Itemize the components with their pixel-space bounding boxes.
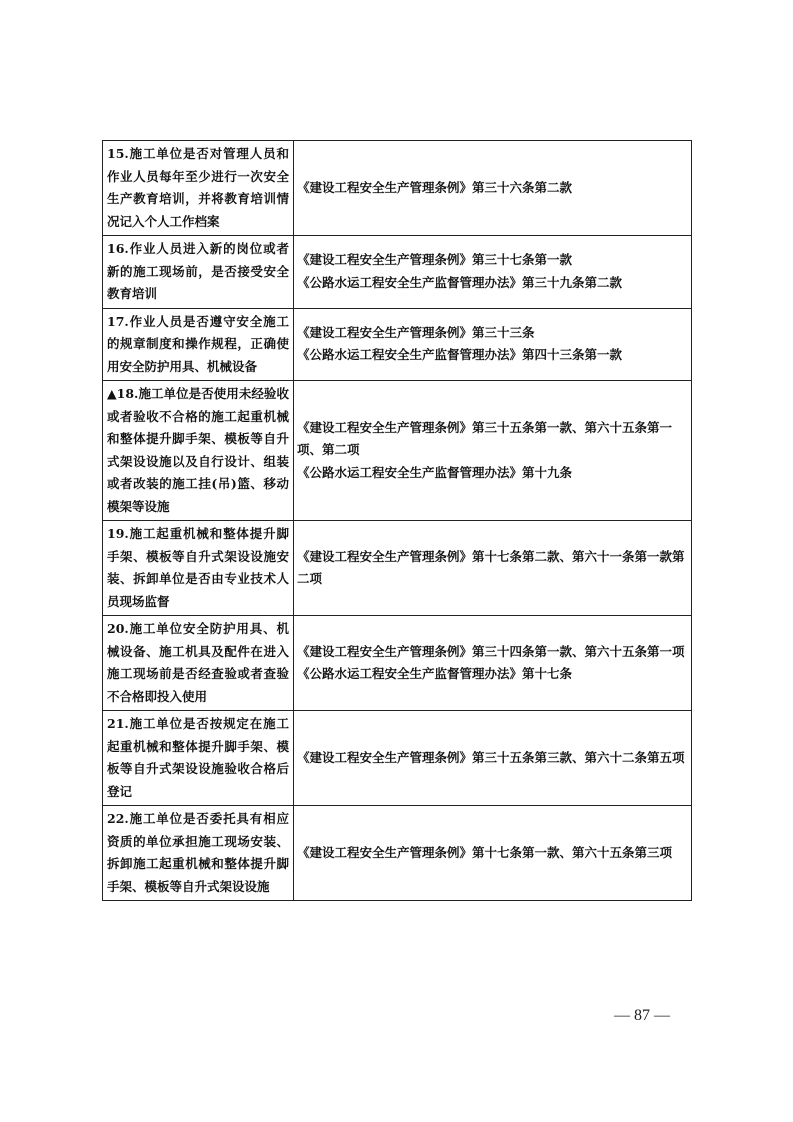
inspection-item: 15.施工单位是否对管理人员和作业人员每年至少进行一次安全生产教育培训，并将教育培训情况记入个人工作档案 bbox=[103, 141, 294, 236]
table-row bbox=[103, 141, 692, 236]
legal-basis bbox=[294, 381, 692, 521]
legal-basis bbox=[294, 141, 692, 236]
legal-basis bbox=[294, 308, 692, 381]
page-number: — 87 — bbox=[614, 1007, 670, 1024]
inspection-item: 17.作业人员是否遵守安全施工的规章制度和操作规程，正确使用安全防护用具、机械设备 bbox=[103, 308, 294, 381]
table-row bbox=[103, 806, 692, 901]
table-row bbox=[103, 616, 692, 711]
legal-basis bbox=[294, 711, 692, 806]
inspection-item: 20.施工单位安全防护用具、机械设备、施工机具及配件在进入施工现场前是否经查验或者查验不合格即投入使用 bbox=[103, 616, 294, 711]
table-body bbox=[103, 141, 692, 901]
legal-basis-line: 《建设工程安全生产管理条例》第三十七条第一款 bbox=[297, 252, 573, 268]
table-row bbox=[103, 711, 692, 806]
legal-basis-line: 《建设工程安全生产管理条例》第三十五条第一款、第六十五条第一项、第二项 bbox=[297, 419, 673, 458]
inspection-item: 19.施工起重机械和整体提升脚手架、模板等自升式架设设施安装、拆卸单位是否由专业技术人员现场监督 bbox=[103, 521, 294, 616]
legal-basis-line: 《建设工程安全生产管理条例》第三十四条第一款、第六十五条第一项 bbox=[297, 643, 685, 659]
legal-basis-line: 《建设工程安全生产管理条例》第三十六条第二款 bbox=[297, 179, 573, 195]
inspection-item: ▲18.施工单位是否使用未经验收或者验收不合格的施工起重机械和整体提升脚手架、模板等自升式架设设施以及自行设计、组装或者改装的施工挂(吊)篮、移动模架等设施 bbox=[103, 381, 294, 521]
legal-basis bbox=[294, 236, 692, 309]
inspection-item: 16.作业人员进入新的岗位或者新的施工现场前，是否接受安全教育培训 bbox=[103, 236, 294, 309]
legal-basis bbox=[294, 521, 692, 616]
legal-basis-line: 《建设工程安全生产管理条例》第三十三条 bbox=[297, 324, 535, 340]
legal-basis-line: 《公路水运工程安全生产监督管理办法》第十九条 bbox=[297, 464, 573, 480]
legal-basis-line: 《建设工程安全生产管理条例》第十七条第二款、第六十一条第一款第二项 bbox=[297, 548, 685, 586]
inspection-item: 22.施工单位是否委托具有相应资质的单位承担施工现场安装、拆卸施工起重机械和整体提升脚手架、模板等自升式架设设施 bbox=[103, 806, 294, 901]
table-row bbox=[103, 308, 692, 381]
legal-basis-line: 《建设工程安全生产管理条例》第十七条第一款、第六十五条第三项 bbox=[297, 844, 673, 860]
legal-basis-line: 《公路水运工程安全生产监督管理办法》第十七条 bbox=[297, 666, 573, 681]
legal-basis-line: 《公路水运工程安全生产监督管理办法》第三十九条第二款 bbox=[297, 274, 623, 290]
legal-basis-line: 《公路水运工程安全生产监督管理办法》第四十三条第一款 bbox=[297, 347, 623, 363]
legal-basis bbox=[294, 616, 692, 711]
table-row bbox=[103, 236, 692, 309]
table-row bbox=[103, 381, 692, 521]
inspection-table bbox=[102, 140, 692, 901]
legal-basis-line: 《建设工程安全生产管理条例》第三十五条第三款、第六十二条第五项 bbox=[297, 749, 685, 765]
legal-basis bbox=[294, 806, 692, 901]
table-row bbox=[103, 521, 692, 616]
inspection-item: 21.施工单位是否按规定在施工起重机械和整体提升脚手架、模板等自升式架设设施验收合格后登记 bbox=[103, 711, 294, 806]
